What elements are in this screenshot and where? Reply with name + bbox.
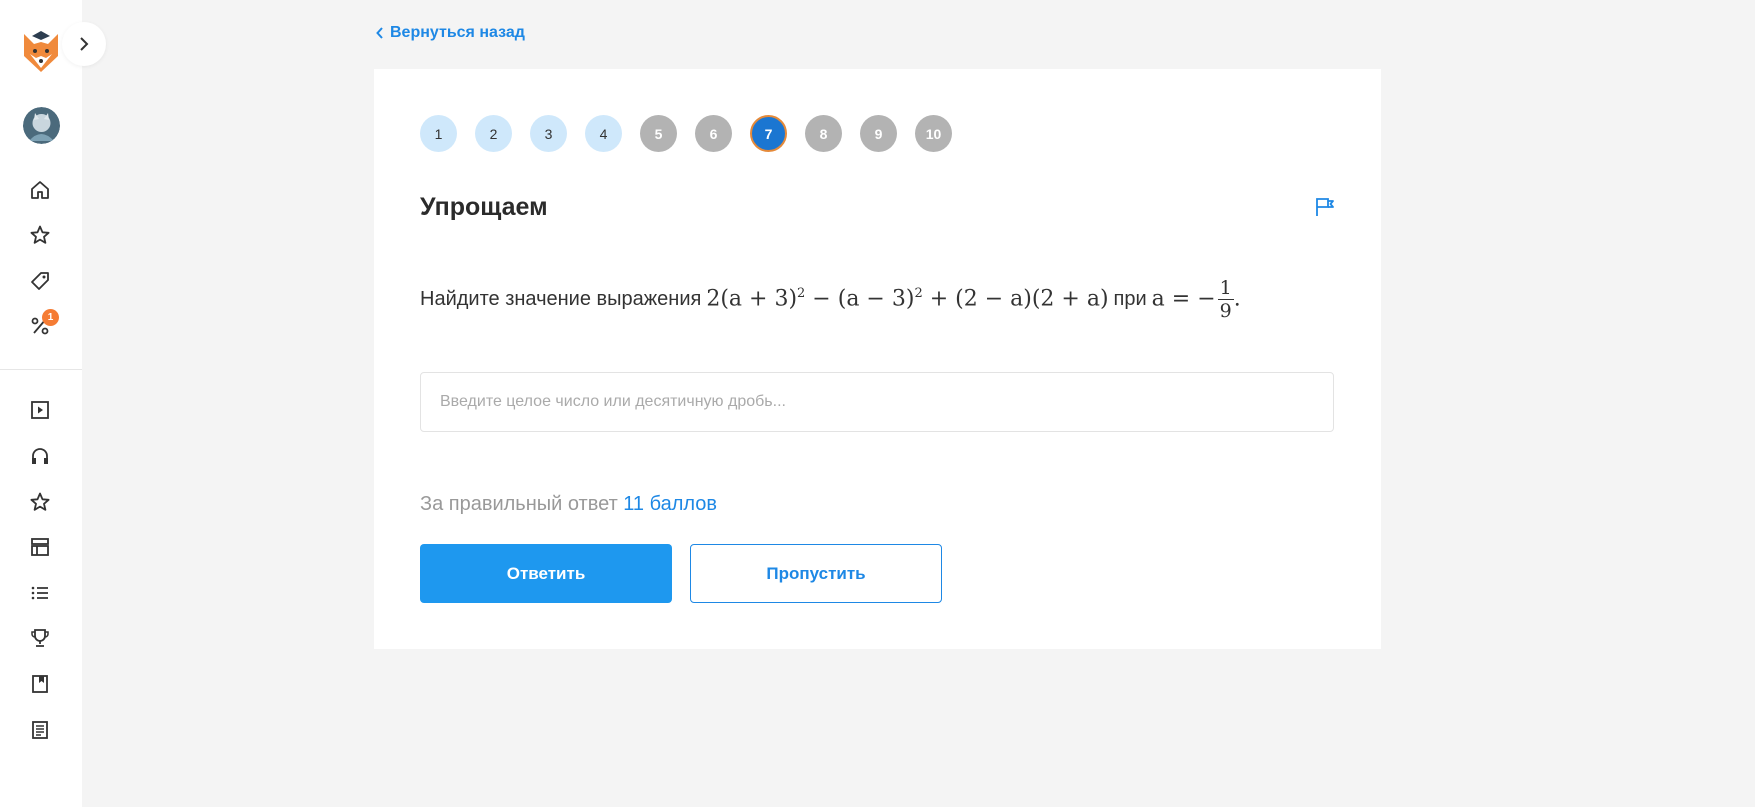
home-icon[interactable] bbox=[27, 177, 53, 203]
trophy-icon[interactable] bbox=[27, 625, 53, 651]
step-6[interactable]: 6 bbox=[695, 115, 732, 152]
step-5[interactable]: 5 bbox=[640, 115, 677, 152]
fox-logo-icon[interactable] bbox=[20, 28, 62, 74]
task-prompt: Найдите значение выражения bbox=[420, 287, 702, 310]
tag-icon[interactable] bbox=[27, 268, 53, 294]
step-7[interactable]: 7 bbox=[750, 115, 787, 152]
store-icon[interactable] bbox=[27, 534, 53, 560]
headphones-icon[interactable] bbox=[27, 443, 53, 469]
chevron-right-icon bbox=[78, 37, 90, 51]
skip-button[interactable]: Пропустить bbox=[690, 544, 942, 603]
list-icon[interactable] bbox=[27, 580, 53, 606]
sidebar bbox=[0, 0, 82, 807]
video-icon[interactable] bbox=[27, 397, 53, 423]
step-3[interactable]: 3 bbox=[530, 115, 567, 152]
task-condition-word: при bbox=[1113, 287, 1147, 310]
step-10[interactable]: 10 bbox=[915, 115, 952, 152]
step-indicator bbox=[420, 115, 952, 152]
percent-badge: 1 bbox=[42, 309, 59, 326]
report-flag-icon[interactable] bbox=[1313, 196, 1335, 218]
sidebar-expand-button[interactable] bbox=[62, 22, 106, 66]
task-card bbox=[374, 69, 1381, 649]
star-icon[interactable] bbox=[27, 489, 53, 515]
step-8[interactable]: 8 bbox=[805, 115, 842, 152]
reward-prefix: За правильный ответ bbox=[420, 493, 618, 515]
step-2[interactable]: 2 bbox=[475, 115, 512, 152]
star-icon[interactable] bbox=[27, 222, 53, 248]
fraction: $\frac{1}{9}$ bbox=[1219, 276, 1232, 322]
task-statement bbox=[420, 269, 1246, 329]
answer-input[interactable] bbox=[420, 372, 1334, 432]
step-1[interactable]: 1 bbox=[420, 115, 457, 152]
submit-button[interactable]: Ответить bbox=[420, 544, 672, 603]
sidebar-divider bbox=[0, 369, 82, 370]
reward-text bbox=[420, 493, 717, 516]
document-icon[interactable] bbox=[27, 717, 53, 743]
back-link-label: Вернуться назад bbox=[390, 24, 525, 41]
notebook-icon[interactable] bbox=[27, 671, 53, 697]
back-link[interactable] bbox=[376, 22, 525, 44]
chevron-left-icon bbox=[376, 27, 384, 39]
task-condition: a = − $\frac{1}{9}$ . bbox=[1151, 276, 1241, 322]
step-4[interactable]: 4 bbox=[585, 115, 622, 152]
task-title: Упрощаем bbox=[420, 193, 548, 221]
task-expression: $2(a + 3)^2 - (a - 3)^2 + (2 - a)(2 + a)$ bbox=[706, 286, 1109, 312]
avatar[interactable] bbox=[23, 107, 60, 144]
reward-points: 11 баллов bbox=[623, 493, 718, 515]
step-9[interactable]: 9 bbox=[860, 115, 897, 152]
